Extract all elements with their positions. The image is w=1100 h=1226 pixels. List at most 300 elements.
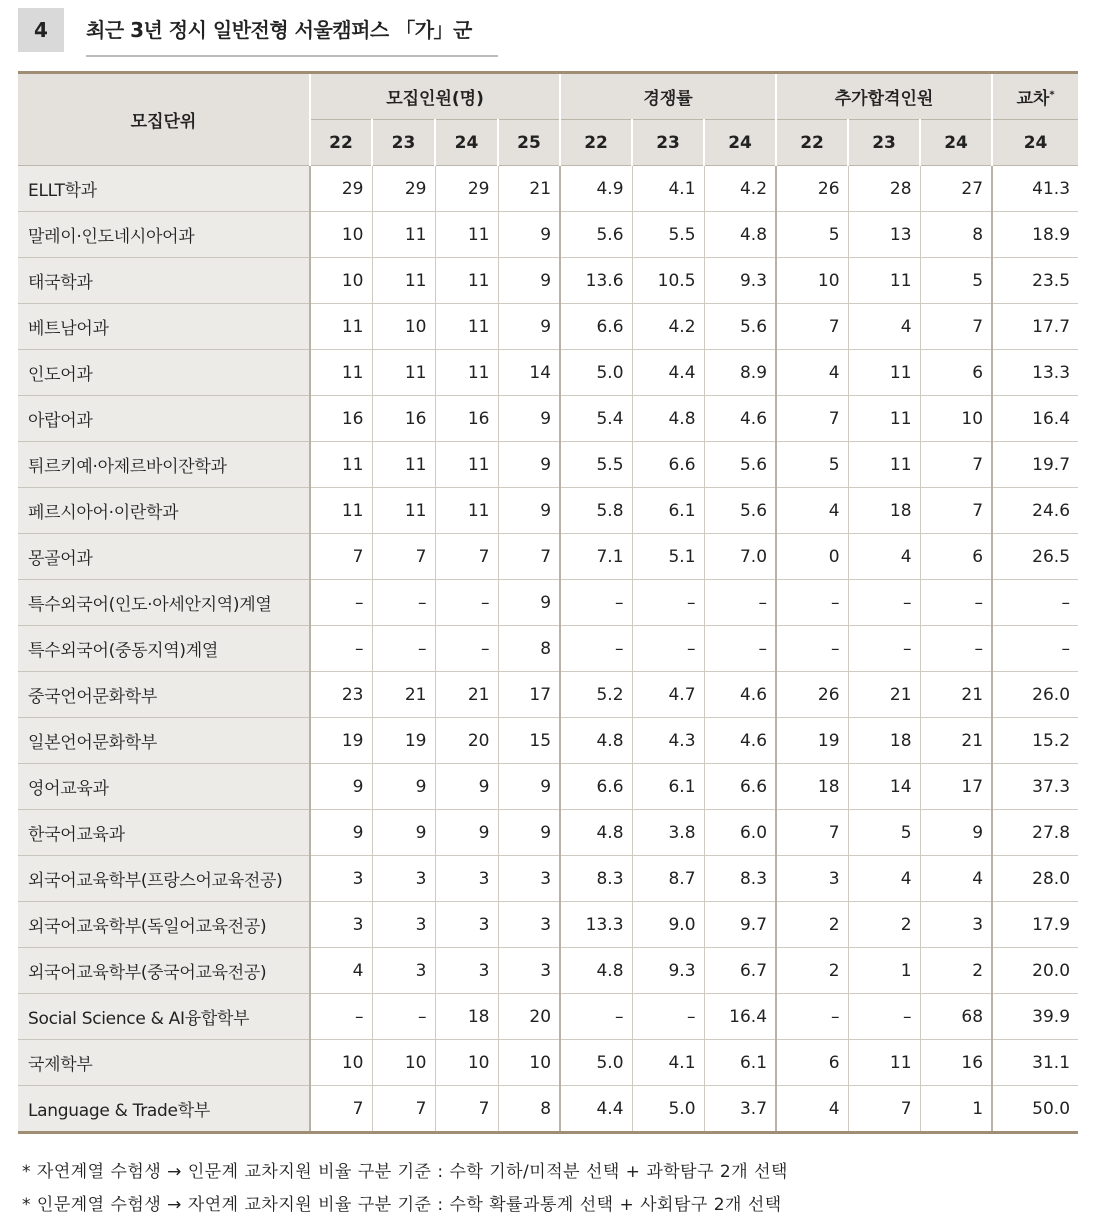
table-cell: 6 [776, 1040, 848, 1086]
table-cell: 3 [372, 948, 435, 994]
table-cell: 9.3 [704, 258, 776, 304]
table-cell: 3 [776, 856, 848, 902]
table-cell: 5.6 [704, 304, 776, 350]
table-cell: 7 [310, 534, 372, 580]
table-cell: 9.3 [632, 948, 704, 994]
table-cell: 3 [310, 856, 372, 902]
table-cell: 6.1 [632, 764, 704, 810]
year-header: 24 [435, 120, 498, 166]
table-cell: 3 [372, 856, 435, 902]
table-cell: 7 [920, 304, 992, 350]
group-header-competition: 경쟁률 [560, 73, 776, 120]
table-cell: 10 [372, 1040, 435, 1086]
table-cell: 1 [920, 1086, 992, 1133]
table-cell: 7 [372, 1086, 435, 1133]
table-cell: 4.6 [704, 396, 776, 442]
table-cell: 17.7 [992, 304, 1078, 350]
table-cell: 6 [920, 350, 992, 396]
table-cell: 4.2 [704, 166, 776, 212]
table-cell: 4.8 [560, 810, 632, 856]
table-cell: 6.6 [560, 764, 632, 810]
table-cell: 5.2 [560, 672, 632, 718]
table-cell: 18 [776, 764, 848, 810]
table-cell: 9 [498, 304, 560, 350]
table-cell: 2 [776, 902, 848, 948]
table-cell: 11 [372, 212, 435, 258]
unit-name: Social Science & AI융합학부 [18, 994, 310, 1040]
table-row [18, 488, 1078, 534]
group-header-additional: 추가합격인원 [776, 73, 992, 120]
table-cell: 26 [776, 672, 848, 718]
table-cell: 23.5 [992, 258, 1078, 304]
table-cell: 16 [920, 1040, 992, 1086]
table-cell: 6 [920, 534, 992, 580]
table-cell: 5.4 [560, 396, 632, 442]
table-cell: 29 [372, 166, 435, 212]
table-cell: – [992, 580, 1078, 626]
unit-name: ELLT학과 [18, 166, 310, 212]
table-cell: 7 [776, 396, 848, 442]
table-row [18, 442, 1078, 488]
table-cell: 37.3 [992, 764, 1078, 810]
table-row [18, 258, 1078, 304]
table-cell: 11 [310, 350, 372, 396]
table-cell: 10 [310, 1040, 372, 1086]
table-cell: 3 [435, 856, 498, 902]
table-cell: 10 [435, 1040, 498, 1086]
unit-name: 일본언어문화학부 [18, 718, 310, 764]
table-cell: 3 [498, 948, 560, 994]
year-header: 23 [372, 120, 435, 166]
table-cell: 4.6 [704, 718, 776, 764]
table-cell: – [776, 994, 848, 1040]
table-cell: 11 [372, 488, 435, 534]
table-cell: 3 [435, 948, 498, 994]
table-cell: 10.5 [632, 258, 704, 304]
unit-name: 아랍어과 [18, 396, 310, 442]
table-cell: 9 [498, 764, 560, 810]
year-header: 25 [498, 120, 560, 166]
unit-name: 외국어교육학부(프랑스어교육전공) [18, 856, 310, 902]
table-cell: 68 [920, 994, 992, 1040]
table-cell: 4.1 [632, 1040, 704, 1086]
table-cell: – [435, 580, 498, 626]
table-cell: 19 [310, 718, 372, 764]
table-cell: 5.6 [704, 488, 776, 534]
table-cell: 20 [435, 718, 498, 764]
table-cell: 18 [848, 718, 920, 764]
table-cell: 5.0 [560, 1040, 632, 1086]
table-body [18, 166, 1078, 1133]
table-cell: 16 [372, 396, 435, 442]
table-cell: 20.0 [992, 948, 1078, 994]
table-cell: 4.7 [632, 672, 704, 718]
cross-mark: * [1049, 89, 1055, 101]
table-row [18, 764, 1078, 810]
table-cell: 21 [498, 166, 560, 212]
table-cell: 11 [372, 350, 435, 396]
unit-name: Language & Trade학부 [18, 1086, 310, 1133]
table-cell: 7 [498, 534, 560, 580]
table-cell: 9 [498, 488, 560, 534]
table-row [18, 1086, 1078, 1133]
table-cell: 2 [848, 902, 920, 948]
table-cell: 10 [310, 212, 372, 258]
table-cell: 31.1 [992, 1040, 1078, 1086]
table-cell: – [632, 580, 704, 626]
table-row [18, 350, 1078, 396]
table-cell: 4 [848, 304, 920, 350]
table-cell: 10 [920, 396, 992, 442]
table-cell: 6.7 [704, 948, 776, 994]
table-cell: 3 [498, 902, 560, 948]
table-cell: 5 [776, 442, 848, 488]
table-cell: 8.7 [632, 856, 704, 902]
table-cell: – [632, 994, 704, 1040]
table-cell: 3.8 [632, 810, 704, 856]
table-cell: – [776, 626, 848, 672]
table-cell: 20 [498, 994, 560, 1040]
table-cell: 9 [498, 442, 560, 488]
table-cell: 10 [776, 258, 848, 304]
table-cell: – [560, 580, 632, 626]
table-cell: 16 [310, 396, 372, 442]
table-cell: 29 [310, 166, 372, 212]
table-row [18, 948, 1078, 994]
table-cell: 18 [435, 994, 498, 1040]
table-cell: 5 [848, 810, 920, 856]
table-cell: 7 [310, 1086, 372, 1133]
table-cell: 9 [498, 580, 560, 626]
table-cell: – [704, 580, 776, 626]
year-header: 24 [992, 120, 1078, 166]
table-cell: 26 [776, 166, 848, 212]
table-cell: 2 [776, 948, 848, 994]
table-cell: 9 [372, 764, 435, 810]
table-cell: 7 [920, 488, 992, 534]
footnote: * 자연계열 수험생 → 인문계 교차지원 비율 구분 기준 : 수학 기하/미적분 선택 + 과학탐구 2개 선택 [22, 1162, 788, 1182]
table-row [18, 396, 1078, 442]
table-cell: 9 [920, 810, 992, 856]
table-cell: 9 [435, 764, 498, 810]
table-cell: 13.6 [560, 258, 632, 304]
unit-name: 태국학과 [18, 258, 310, 304]
table-cell: – [920, 626, 992, 672]
unit-name: 인도어과 [18, 350, 310, 396]
table-cell: 4.6 [704, 672, 776, 718]
table-cell: 3 [372, 902, 435, 948]
table-cell: – [372, 580, 435, 626]
unit-name: 외국어교육학부(중국어교육전공) [18, 948, 310, 994]
table-cell: 3.7 [704, 1086, 776, 1133]
unit-header: 모집단위 [18, 73, 310, 166]
table-cell: – [560, 994, 632, 1040]
year-header: 24 [704, 120, 776, 166]
table-cell: 11 [435, 442, 498, 488]
section-title: 최근 3년 정시 일반전형 서울캠퍼스 「가」군 [86, 18, 472, 42]
table-cell: 13.3 [560, 902, 632, 948]
table-row [18, 212, 1078, 258]
year-header: 23 [632, 120, 704, 166]
table-cell: – [372, 994, 435, 1040]
unit-name: 국제학부 [18, 1040, 310, 1086]
table-cell: 5 [920, 258, 992, 304]
footnotes [22, 1156, 788, 1222]
table-cell: – [848, 994, 920, 1040]
table-cell: 11 [848, 1040, 920, 1086]
table-row [18, 534, 1078, 580]
table-cell: 18 [848, 488, 920, 534]
table-row [18, 626, 1078, 672]
table-cell: 21 [920, 718, 992, 764]
table-cell: 5.1 [632, 534, 704, 580]
table-cell: 11 [435, 212, 498, 258]
table-cell: 10 [498, 1040, 560, 1086]
admissions-table [18, 71, 1078, 1134]
table-cell: 17.9 [992, 902, 1078, 948]
table-cell: 9 [372, 810, 435, 856]
table-cell: 4.8 [632, 396, 704, 442]
table-cell: 11 [848, 258, 920, 304]
table-cell: 7 [920, 442, 992, 488]
table-cell: 21 [920, 672, 992, 718]
table-cell: 5.5 [632, 212, 704, 258]
table-cell: – [848, 626, 920, 672]
unit-name: 몽골어과 [18, 534, 310, 580]
table-cell: 28.0 [992, 856, 1078, 902]
unit-name: 말레이·인도네시아어과 [18, 212, 310, 258]
table-cell: 9.0 [632, 902, 704, 948]
table-cell: 15 [498, 718, 560, 764]
table-cell: 21 [372, 672, 435, 718]
unit-name: 페르시아어·이란학과 [18, 488, 310, 534]
table-cell: 6.0 [704, 810, 776, 856]
table-cell: 27 [920, 166, 992, 212]
table-cell: 7 [776, 810, 848, 856]
table-cell: 4.8 [560, 718, 632, 764]
table-cell: 21 [848, 672, 920, 718]
table-cell: 11 [848, 396, 920, 442]
unit-name: 영어교육과 [18, 764, 310, 810]
table-row [18, 166, 1078, 212]
table-cell: – [776, 580, 848, 626]
title-underline [86, 55, 498, 57]
table-cell: 17 [498, 672, 560, 718]
table-cell: 16 [435, 396, 498, 442]
table-cell: 11 [372, 258, 435, 304]
table-cell: 39.9 [992, 994, 1078, 1040]
table-cell: 19 [372, 718, 435, 764]
table-cell: 9 [498, 212, 560, 258]
table-cell: 8 [498, 1086, 560, 1133]
table-cell: 11 [310, 304, 372, 350]
unit-name: 특수외국어(인도·아세안지역)계열 [18, 580, 310, 626]
table-cell: 3 [498, 856, 560, 902]
table-cell: 15.2 [992, 718, 1078, 764]
table-cell: – [848, 580, 920, 626]
table-cell: 7 [848, 1086, 920, 1133]
table-cell: 6.6 [560, 304, 632, 350]
table-cell: 5.6 [560, 212, 632, 258]
table-cell: 4.2 [632, 304, 704, 350]
table-cell: 21 [435, 672, 498, 718]
table-cell: 4.1 [632, 166, 704, 212]
table-cell: 7 [435, 1086, 498, 1133]
table-cell: 7.1 [560, 534, 632, 580]
table-cell: 0 [776, 534, 848, 580]
table-cell: 7.0 [704, 534, 776, 580]
table-cell: 4 [848, 534, 920, 580]
table-cell: 13 [848, 212, 920, 258]
year-header: 22 [560, 120, 632, 166]
table-cell: 2 [920, 948, 992, 994]
table-cell: 11 [372, 442, 435, 488]
table-cell: 8 [920, 212, 992, 258]
table-cell: – [920, 580, 992, 626]
table-cell: 4 [848, 856, 920, 902]
table-cell: 28 [848, 166, 920, 212]
table-cell: 6.1 [704, 1040, 776, 1086]
year-header: 22 [310, 120, 372, 166]
group-header-cross: 교차* [992, 73, 1078, 120]
table-cell: 3 [435, 902, 498, 948]
year-header: 24 [920, 120, 992, 166]
table-cell: 5.0 [632, 1086, 704, 1133]
table-cell: 8.3 [560, 856, 632, 902]
table-cell: 10 [372, 304, 435, 350]
table-cell: 5.0 [560, 350, 632, 396]
section-number: 4 [18, 8, 64, 52]
table-cell: 17 [920, 764, 992, 810]
table-row [18, 994, 1078, 1040]
table-cell: 11 [435, 350, 498, 396]
table-row [18, 902, 1078, 948]
table-row [18, 1040, 1078, 1086]
table-cell: 7 [435, 534, 498, 580]
table-cell: 13.3 [992, 350, 1078, 396]
table-cell: 9 [310, 764, 372, 810]
table-row [18, 304, 1078, 350]
table-cell: 9.7 [704, 902, 776, 948]
table-cell: 11 [435, 304, 498, 350]
table-cell: 4.3 [632, 718, 704, 764]
unit-name: 베트남어과 [18, 304, 310, 350]
table-cell: 8.9 [704, 350, 776, 396]
table-cell: – [704, 626, 776, 672]
table-cell: 26.5 [992, 534, 1078, 580]
table-cell: 29 [435, 166, 498, 212]
table-cell: 5.6 [704, 442, 776, 488]
table-row [18, 718, 1078, 764]
table-cell: 16.4 [704, 994, 776, 1040]
table-cell: 5.5 [560, 442, 632, 488]
table-cell: 7 [776, 304, 848, 350]
table-cell: 14 [848, 764, 920, 810]
table-row [18, 580, 1078, 626]
table-cell: 3 [310, 902, 372, 948]
table-cell: 3 [920, 902, 992, 948]
table-cell: 11 [310, 488, 372, 534]
year-header: 23 [848, 120, 920, 166]
table-cell: 9 [498, 258, 560, 304]
table-cell: 26.0 [992, 672, 1078, 718]
table-cell: 4 [920, 856, 992, 902]
table-cell: 14 [498, 350, 560, 396]
table-cell: – [632, 626, 704, 672]
table-cell: 27.8 [992, 810, 1078, 856]
table-cell: – [372, 626, 435, 672]
table-cell: 9 [498, 396, 560, 442]
table-cell: 8 [498, 626, 560, 672]
footnote: * 인문계열 수험생 → 자연계 교차지원 비율 구분 기준 : 수학 확률과통계 선택 + 사회탐구 2개 선택 [22, 1195, 782, 1215]
table-cell: 23 [310, 672, 372, 718]
table-cell: 11 [435, 488, 498, 534]
section-header [18, 8, 498, 52]
table-cell: 50.0 [992, 1086, 1078, 1133]
table-cell: – [992, 626, 1078, 672]
table-cell: 19.7 [992, 442, 1078, 488]
table-row [18, 672, 1078, 718]
table-cell: 24.6 [992, 488, 1078, 534]
table-cell: 4.9 [560, 166, 632, 212]
table-cell: 4 [776, 488, 848, 534]
table-cell: 4 [776, 350, 848, 396]
table-row [18, 810, 1078, 856]
table-cell: – [560, 626, 632, 672]
table-cell: 10 [310, 258, 372, 304]
table-cell: – [310, 580, 372, 626]
header-row-groups [18, 73, 1078, 120]
table-cell: 4 [310, 948, 372, 994]
table-cell: 9 [498, 810, 560, 856]
table-cell: 4.4 [560, 1086, 632, 1133]
table-cell: 5 [776, 212, 848, 258]
table-cell: 11 [848, 350, 920, 396]
table-cell: 11 [310, 442, 372, 488]
table-cell: – [435, 626, 498, 672]
table-cell: 5.8 [560, 488, 632, 534]
table-cell: 6.6 [632, 442, 704, 488]
table-cell: 4 [776, 1086, 848, 1133]
table-cell: 4.4 [632, 350, 704, 396]
table-cell: 7 [372, 534, 435, 580]
table-cell: 16.4 [992, 396, 1078, 442]
table-cell: 1 [848, 948, 920, 994]
table-cell: 8.3 [704, 856, 776, 902]
unit-name: 튀르키예·아제르바이잔학과 [18, 442, 310, 488]
table-cell: 9 [310, 810, 372, 856]
table-cell: – [310, 626, 372, 672]
unit-name: 한국어교육과 [18, 810, 310, 856]
table-cell: – [310, 994, 372, 1040]
table-cell: 11 [435, 258, 498, 304]
unit-name: 중국언어문화학부 [18, 672, 310, 718]
unit-name: 특수외국어(중동지역)계열 [18, 626, 310, 672]
year-header: 22 [776, 120, 848, 166]
table-cell: 9 [435, 810, 498, 856]
group-header-recruits: 모집인원(명) [310, 73, 560, 120]
table-cell: 11 [848, 442, 920, 488]
unit-name: 외국어교육학부(독일어교육전공) [18, 902, 310, 948]
table-cell: 4.8 [560, 948, 632, 994]
table-row [18, 856, 1078, 902]
table-cell: 6.1 [632, 488, 704, 534]
table-cell: 19 [776, 718, 848, 764]
table-cell: 41.3 [992, 166, 1078, 212]
table-cell: 4.8 [704, 212, 776, 258]
table-cell: 6.6 [704, 764, 776, 810]
table-cell: 18.9 [992, 212, 1078, 258]
